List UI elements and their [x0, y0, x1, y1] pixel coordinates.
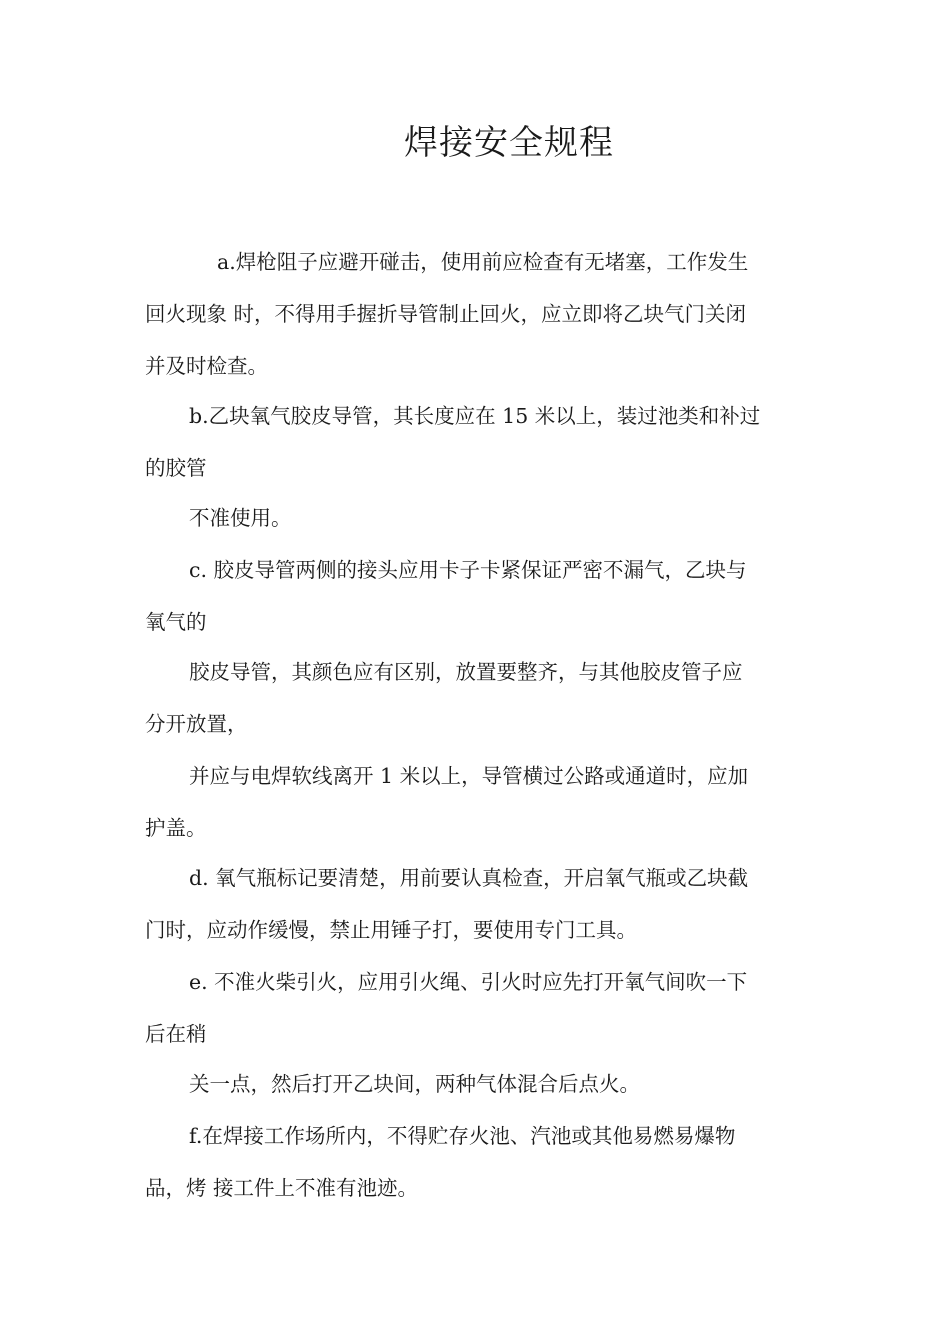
text-line: 胶皮导管，其颜色应有区别，放置要整齐，与其他胶皮管子应: [189, 660, 743, 684]
text-line: 关一点，然后打开乙块间，两种气体混合后点火。: [189, 1072, 640, 1096]
text-line: 回火现象 时，不得用手握折导管制止回火，应立即将乙块气门关闭: [145, 302, 747, 326]
text-line: 品，烤 接工件上不准有池迹。: [145, 1176, 419, 1200]
paragraph-c-cont1: [145, 646, 805, 750]
text-line: c. 胶皮导管两侧的接头应用卡子卡紧保证严密不漏气，乙块与: [189, 558, 747, 582]
paragraph-b: [145, 390, 805, 494]
text-line: 氧气的: [145, 610, 207, 634]
text-line: 门时，应动作缓慢，禁止用锤子打，要使用专门工具。: [145, 918, 637, 942]
text-line: e. 不准火柴引火，应用引火绳、引火时应先打开氧气间吹一下: [189, 970, 748, 994]
paragraph-e-cont: [145, 1058, 805, 1110]
text-line: 不准使用。: [189, 506, 292, 530]
text-line: d. 氧气瓶标记要清楚，用前要认真检查，开启氧气瓶或乙块截: [189, 866, 749, 890]
text-line: 后在稍: [145, 1022, 207, 1046]
text-line: b.乙块氧气胶皮导管，其长度应在 15 米以上，装过池类和补过: [189, 404, 761, 428]
text-line: a.焊枪阻子应避开碰击，使用前应检查有无堵塞，工作发生: [217, 250, 749, 274]
paragraph-b-cont: [145, 492, 805, 544]
paragraph-e: [145, 956, 805, 1060]
paragraph-a: [145, 236, 805, 392]
text-line: 的胶管: [145, 456, 207, 480]
page-title: 焊接安全规程: [404, 123, 614, 163]
paragraph-d: [145, 852, 805, 956]
text-line: 并应与电焊软线离开 1 米以上，导管横过公路或通道时，应加: [189, 764, 749, 788]
paragraph-f: [145, 1110, 805, 1214]
paragraph-c-cont2: [145, 750, 805, 854]
paragraph-c: [145, 544, 805, 648]
text-line: 护盖。: [145, 816, 207, 840]
text-line: f.在焊接工作场所内，不得贮存火池、汽池或其他易燃易爆物: [189, 1124, 736, 1148]
text-line: 并及时检查。: [145, 354, 268, 378]
text-line: 分开放置，: [145, 712, 248, 736]
